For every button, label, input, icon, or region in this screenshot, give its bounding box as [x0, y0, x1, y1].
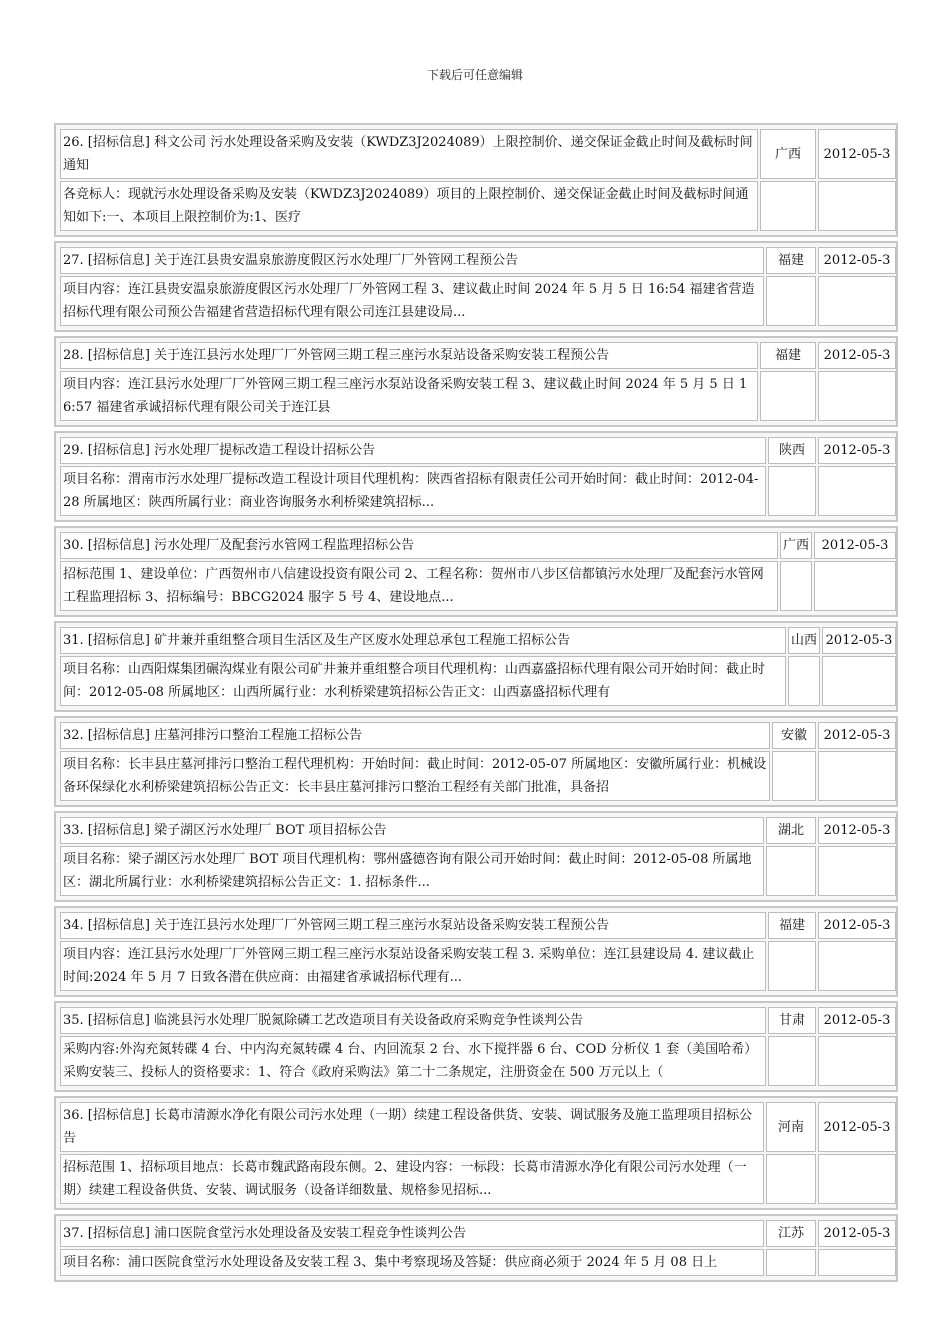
entry-title-link[interactable]: 26. [招标信息] 科文公司 污水处理设备采购及安装（KWDZ3J2024089）上限控制价、递交保证金截止时间及截标时间通知 [60, 129, 758, 179]
list-item [54, 241, 898, 332]
empty-cell [818, 181, 896, 231]
entry-summary: 项目名称：浦口医院食堂污水处理设备及安装工程 3、集中考察现场及答疑：供应商必须于 2024 年 5 月 08 日上 [60, 1249, 764, 1276]
empty-cell [818, 751, 896, 801]
entry-summary: 项目名称：长丰县庄墓河排污口整治工程代理机构：开始时间：截止时间：2012-05-07 所属地区：安徽所属行业：机械设备环保绿化水利桥梁建筑招标公告正文：长丰县庄墓河排污口整治工程经有关部门批准，具备招 [60, 751, 770, 801]
empty-cell [768, 1036, 816, 1086]
list-item [54, 1096, 898, 1210]
entry-region: 福建 [768, 912, 816, 939]
list-item [54, 526, 898, 617]
entry-date: 2012-05-3 [818, 1007, 896, 1034]
empty-cell [818, 941, 896, 991]
entry-date: 2012-05-3 [818, 817, 896, 844]
entry-title-link[interactable]: 36. [招标信息] 长葛市清源水净化有限公司污水处理（一期）续建工程设备供货、安装、调试服务及施工监理项目招标公告 [60, 1102, 764, 1152]
empty-cell [772, 751, 816, 801]
entry-region: 河南 [766, 1102, 816, 1152]
entry-region: 广西 [780, 532, 812, 559]
entry-date: 2012-05-3 [818, 912, 896, 939]
entry-region: 江苏 [766, 1220, 816, 1247]
list-item [54, 1001, 898, 1092]
list-item [54, 431, 898, 522]
entry-title-link[interactable]: 33. [招标信息] 梁子湖区污水处理厂 BOT 项目招标公告 [60, 817, 764, 844]
list-item [54, 336, 898, 427]
list-item [54, 811, 898, 902]
empty-cell [818, 846, 896, 896]
empty-cell [818, 1249, 896, 1276]
empty-cell [818, 276, 896, 326]
entry-title-link[interactable]: 35. [招标信息] 临洮县污水处理厂脱氮除磷工艺改造项目有关设备政府采购竞争性谈判公告 [60, 1007, 766, 1034]
entry-date: 2012-05-3 [818, 129, 896, 179]
entry-title-link[interactable]: 27. [招标信息] 关于连江县贵安温泉旅游度假区污水处理厂厂外管网工程预公告 [60, 247, 764, 274]
empty-cell [788, 656, 820, 706]
entry-region: 陕西 [768, 437, 816, 464]
entry-region: 广西 [760, 129, 816, 179]
entry-region: 山西 [788, 627, 820, 654]
entry-summary: 采购内容:外沟充氮转碟 4 台、中内沟充氮转碟 4 台、内回流泵 2 台、水下搅拌器 6 台、COD 分析仪 1 套（美国哈希）采购安装三、投标人的资格要求：1、符合《政府采购法》第二十二条规定，注册资金在 500 万元以上（ [60, 1036, 766, 1086]
entry-date: 2012-05-3 [818, 1220, 896, 1247]
entry-date: 2012-05-3 [822, 627, 896, 654]
entry-summary: 项目内容：连江县污水处理厂厂外管网三期工程三座污水泵站设备采购安装工程 3. 采购单位：连江县建设局 4. 建议截止时间:2024 年 5 月 7 日致各潜在供应商：由福建省承诚招标代理有... [60, 941, 766, 991]
empty-cell [766, 1249, 816, 1276]
empty-cell [768, 941, 816, 991]
empty-cell [780, 561, 812, 611]
entry-region: 福建 [766, 247, 816, 274]
entry-region: 福建 [760, 342, 816, 369]
page-header: 下载后可任意编辑 [426, 68, 523, 82]
list-item [54, 716, 898, 807]
entry-title-link[interactable]: 34. [招标信息] 关于连江县污水处理厂厂外管网三期工程三座污水泵站设备采购安装工程预公告 [60, 912, 766, 939]
empty-cell [818, 1036, 896, 1086]
empty-cell [766, 1154, 816, 1204]
list-item [54, 621, 898, 712]
entry-title-link[interactable]: 30. [招标信息] 污水处理厂及配套污水管网工程监理招标公告 [60, 532, 778, 559]
entry-date: 2012-05-3 [818, 342, 896, 369]
list-item [54, 1214, 898, 1282]
empty-cell [766, 276, 816, 326]
empty-cell [766, 846, 816, 896]
entry-date: 2012-05-3 [818, 722, 896, 749]
tender-list [54, 123, 898, 1286]
list-item [54, 123, 898, 237]
entry-date: 2012-05-3 [818, 437, 896, 464]
empty-cell [818, 1154, 896, 1204]
entry-region: 甘肃 [768, 1007, 816, 1034]
entry-summary: 项目名称：渭南市污水处理厂提标改造工程设计项目代理机构：陕西省招标有限责任公司开始时间：截止时间：2012-04-28 所属地区：陕西所属行业：商业咨询服务水利桥梁建筑招标... [60, 466, 766, 516]
entry-date: 2012-05-3 [818, 1102, 896, 1152]
empty-cell [818, 466, 896, 516]
entry-date: 2012-05-3 [818, 247, 896, 274]
empty-cell [818, 371, 896, 421]
entry-title-link[interactable]: 37. [招标信息] 浦口医院食堂污水处理设备及安装工程竞争性谈判公告 [60, 1220, 764, 1247]
empty-cell [760, 181, 816, 231]
entry-region: 湖北 [766, 817, 816, 844]
entry-region: 安徽 [772, 722, 816, 749]
entry-summary: 招标范围 1、建设单位：广西贺州市八信建设投资有限公司 2、工程名称：贺州市八步区信都镇污水处理厂及配套污水管网工程监理招标 3、招标编号：BBCG2024 服字 5 号 4、建设地点... [60, 561, 778, 611]
entry-title-link[interactable]: 29. [招标信息] 污水处理厂提标改造工程设计招标公告 [60, 437, 766, 464]
entry-date: 2012-05-3 [814, 532, 896, 559]
entry-summary: 项目名称：山西阳煤集团碾沟煤业有限公司矿井兼并重组整合项目代理机构：山西嘉盛招标代理有限公司开始时间：截止时间：2012-05-08 所属地区：山西所属行业：水利桥梁建筑招标公告正文：山西嘉盛招标代理有 [60, 656, 786, 706]
entry-title-link[interactable]: 32. [招标信息] 庄墓河排污口整治工程施工招标公告 [60, 722, 770, 749]
entry-summary: 项目内容：连江县污水处理厂厂外管网三期工程三座污水泵站设备采购安装工程 3、建议截止时间 2024 年 5 月 5 日 16:57 福建省承诚招标代理有限公司关于连江县 [60, 371, 758, 421]
list-item [54, 906, 898, 997]
empty-cell [760, 371, 816, 421]
entry-summary: 项目名称：梁子湖区污水处理厂 BOT 项目代理机构：鄂州盛德咨询有限公司开始时间：截止时间：2012-05-08 所属地区：湖北所属行业：水利桥梁建筑招标公告正文：1. 招标条件... [60, 846, 764, 896]
empty-cell [822, 656, 896, 706]
entry-summary: 各竞标人：现就污水处理设备采购及安装（KWDZ3J2024089）项目的上限控制价、递交保证金截止时间及截标时间通知如下:一、本项目上限控制价为:1、医疗 [60, 181, 758, 231]
entry-summary: 招标范围 1、招标项目地点：长葛市魏武路南段东侧。2、建设内容：一标段：长葛市清源水净化有限公司污水处理（一期）续建工程设备供货、安装、调试服务（设备详细数量、规格参见招标... [60, 1154, 764, 1204]
empty-cell [768, 466, 816, 516]
entry-title-link[interactable]: 28. [招标信息] 关于连江县污水处理厂厂外管网三期工程三座污水泵站设备采购安装工程预公告 [60, 342, 758, 369]
entry-summary: 项目内容：连江县贵安温泉旅游度假区污水处理厂厂外管网工程 3、建议截止时间 2024 年 5 月 5 日 16:54 福建省营造招标代理有限公司预公告福建省营造招标代理有限公司连江县建设局... [60, 276, 764, 326]
entry-title-link[interactable]: 31. [招标信息] 矿井兼并重组整合项目生活区及生产区废水处理总承包工程施工招标公告 [60, 627, 786, 654]
empty-cell [814, 561, 896, 611]
